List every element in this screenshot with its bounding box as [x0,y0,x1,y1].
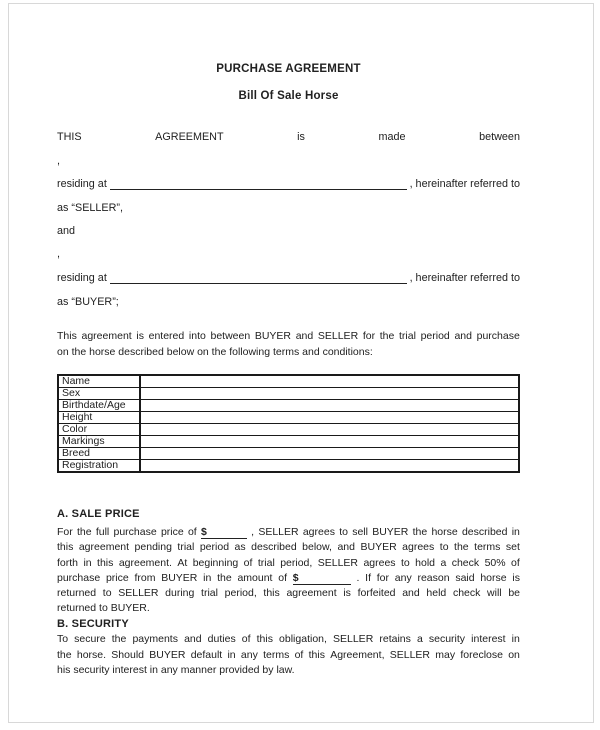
security-line [57,633,520,649]
word: of [241,633,251,645]
word: held [426,587,447,600]
word: SELLER [389,648,431,661]
table-row [58,400,519,412]
word: this [57,541,74,554]
security-line: his security interest in any manner provided by law. [57,664,295,676]
word: set [505,541,520,554]
word: purchase [113,526,157,538]
word: this [263,587,280,600]
word: period, [280,556,313,569]
word: reason [417,571,450,584]
word: of [511,556,520,569]
word: default [190,648,223,661]
word: is [512,571,520,584]
word: the [412,526,428,538]
word: is [297,131,305,143]
word: For [57,526,73,538]
word: any [240,648,258,661]
seller-name-comma: , [57,155,60,167]
security-heading: B. SECURITY [57,618,129,630]
word: check [451,556,480,569]
horse-description-table [57,374,520,473]
intro-paragraph [57,330,520,361]
word: AGREEMENT [155,131,224,143]
word: , [251,526,255,538]
word: in [511,633,520,645]
word: a [440,556,447,569]
word: of [278,571,287,584]
table-row-value-blank [140,448,519,460]
word: is [136,330,144,342]
table-row-label: Height [58,412,140,424]
security-paragraph [57,633,520,680]
table-row [58,436,519,448]
residing-at-label: residing at [57,178,107,190]
word: this [97,556,114,569]
word: BUYER [254,330,292,342]
table-row [58,388,519,400]
word: BUYER [161,571,198,584]
word: in [83,556,92,569]
word: the [454,541,469,554]
word: agrees [402,541,435,554]
table-row [58,375,519,388]
word: foreclose [460,648,503,661]
word: amount [237,571,273,584]
word: from [134,571,156,584]
word: a [416,633,423,645]
table-row [58,424,519,436]
sale-price-heading: A. SALE PRICE [57,508,140,520]
sale-price-line [57,526,520,541]
word: trial [177,541,195,554]
word: for [362,330,376,342]
seller-residing-line [57,178,520,193]
word: BUYER [372,526,409,538]
word: period [199,541,230,554]
word: the [379,330,395,342]
security-line [57,649,520,665]
word: during [165,587,195,600]
table-row-value-blank [140,424,519,436]
word: below, [302,541,332,554]
word: to [339,526,348,538]
dollar-sign: $ [292,571,299,584]
word: between [479,131,520,143]
word: returned [57,587,97,600]
word: be [508,587,520,600]
word: secure [74,633,106,645]
word: and [454,330,472,342]
word: described [251,541,297,554]
word: To [57,633,69,645]
word: agreement [78,541,130,554]
table-row [58,460,519,473]
dollar-sign: $ [200,526,207,538]
word: BUYER [149,648,186,661]
word: SELLER [317,556,359,569]
word: duties [207,633,236,645]
word: entered [148,330,185,342]
document-subtitle: Bill Of Sale Horse [238,90,339,102]
table-row-label: Sex [58,388,140,400]
word: purchase [57,571,101,584]
word: Agreement, [330,648,385,661]
table-row-value-blank [140,400,519,412]
word: pending [134,541,172,554]
word: the [57,648,72,661]
word: 50% [484,556,506,569]
intro-line: on the horse described below on the following terms and conditions: [57,345,373,358]
table-row-value-blank [140,460,519,473]
sale-price-line [57,572,520,587]
word: of [187,526,197,538]
word: agrees [363,556,396,569]
word: of [294,648,304,661]
word: full [95,526,110,538]
word: This [57,330,77,342]
word: agreement [286,587,337,600]
buyer-designation: as “BUYER”; [57,296,119,308]
word: to [400,556,410,569]
word: will [487,587,502,600]
word: SELLER [333,633,374,645]
word: this [256,633,273,645]
word: At [177,556,188,569]
word: horse [480,571,507,584]
table-row-value-blank [140,388,519,400]
word: hold [415,556,436,569]
table-row-value-blank [140,412,519,424]
word: price [160,526,184,538]
word: of [243,556,253,569]
table-row-label: Name [58,375,140,388]
word: and [402,587,420,600]
word: . [356,571,360,584]
table-row-label: Registration [58,460,140,473]
word: period, [224,587,257,600]
seller-designation: as “SELLER”, [57,202,124,214]
word: this [308,648,325,661]
word: check [452,587,481,600]
word: is [343,587,351,600]
check-amount-blank [293,572,351,585]
word: between [210,330,251,342]
word: terms [263,648,290,661]
word: to [439,541,449,554]
word: and [337,541,355,554]
word: described [461,526,508,538]
residing-at-label: residing at [57,272,107,284]
word: trial [399,330,416,342]
word: If [365,571,372,584]
sale-price-line [57,557,520,572]
word: BUYER [360,541,397,554]
hereinafter-referred-text: , hereinafter referred to [409,272,520,284]
word: trial [257,556,275,569]
table-row-value-blank [140,375,519,388]
sale-price-line: returned to BUYER. [57,602,150,615]
word: made [378,131,406,143]
word: price [105,571,129,584]
word: SELLER [258,526,299,538]
word: security [428,633,466,645]
word: and [184,633,202,645]
word: in [203,571,212,584]
word: Should [111,648,144,661]
word: in [227,648,236,661]
word: horse. [76,648,107,661]
word: retains [379,633,411,645]
buyer-name-comma: , [57,248,60,260]
word: agrees [302,526,335,538]
table-row-value-blank [140,436,519,448]
intro-line [57,330,520,346]
word: obligation, [279,633,327,645]
word: to [102,587,112,600]
word: sell [352,526,368,538]
agreement-opening-line [57,131,520,146]
word: the [217,571,232,584]
word: THIS [57,131,82,143]
seller-address-blank [110,188,407,190]
word: forfeited [357,587,396,600]
word: trial [201,587,218,600]
table-row-label: Birthdate/Age [58,400,140,412]
word: forth [57,556,79,569]
word: and [295,330,314,342]
word: period [420,330,450,342]
word: for [376,571,390,584]
word: terms [474,541,501,554]
table-row-label: Breed [58,448,140,460]
horse-table-body [58,375,519,472]
word: beginning [192,556,239,569]
word: may [435,648,456,661]
word: agreement [81,330,132,342]
word: payments [132,633,178,645]
word: said [455,571,475,584]
word: agreement. [118,556,172,569]
table-row [58,412,519,424]
sale-price-paragraph [57,526,520,618]
word: on [508,648,520,661]
table-row-label: Markings [58,436,140,448]
word: the [76,526,92,538]
word: the [111,633,127,645]
buyer-residing-line [57,272,520,287]
word: horse [431,526,458,538]
word: SELLER [118,587,159,600]
and-conjunction: and [57,225,76,237]
word: purchase [476,330,520,342]
word: SELLER [317,330,359,342]
word: any [394,571,412,584]
word: into [188,330,206,342]
sale-price-line [57,541,520,556]
sale-price-line [57,587,520,602]
buyer-address-blank [110,282,407,284]
hereinafter-referred-text: , hereinafter referred to [409,178,520,190]
document-title: PURCHASE AGREEMENT [216,63,361,75]
word: interest [471,633,506,645]
table-row-label: Color [58,424,140,436]
purchase-price-blank [201,526,247,539]
table-row [58,448,519,460]
word: in [511,526,520,538]
word: as [234,541,246,554]
